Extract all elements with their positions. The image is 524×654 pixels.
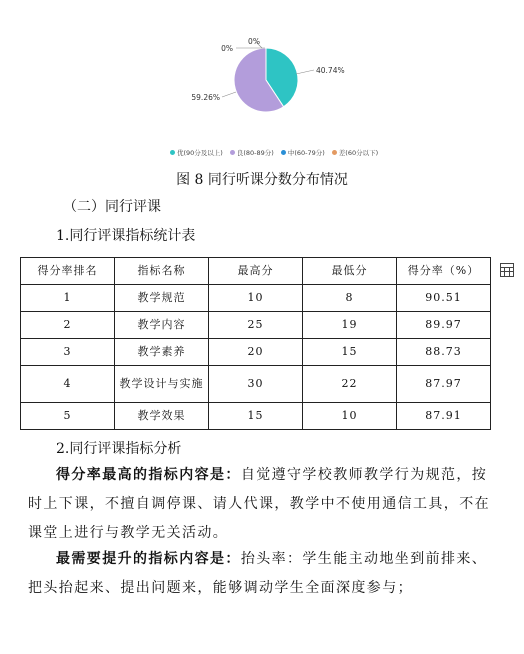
cell-min: 15 <box>303 339 397 366</box>
paragraph-improve <box>28 545 496 603</box>
legend-label: 优(90分及以上) <box>177 149 223 157</box>
table-row <box>21 339 491 366</box>
legend-item <box>170 148 223 157</box>
label-leader-line <box>296 70 314 74</box>
cell-max: 10 <box>209 285 303 312</box>
section-heading: （二）同行评课 <box>63 199 161 215</box>
cell-indicator: 教学素养 <box>115 339 209 366</box>
paragraph-highest-lead: 得分率最高的指标内容是： <box>56 467 241 483</box>
table-row <box>21 403 491 430</box>
slice-data-label: 40.74% <box>316 66 345 75</box>
cell-rate: 90.51 <box>397 285 491 312</box>
table-grid-icon[interactable] <box>499 262 515 278</box>
cell-max: 15 <box>209 403 303 430</box>
legend-swatch <box>332 150 337 155</box>
legend-label: 中(60-79分) <box>287 149 325 157</box>
slice-data-label: 0% <box>221 44 233 53</box>
label-leader-line <box>222 92 236 97</box>
figure-caption: 图 8 同行听课分数分布情况 <box>176 172 348 188</box>
analysis-heading: 2.同行评课指标分析 <box>56 441 182 457</box>
legend-item <box>281 148 325 157</box>
header-rate: 得分率（%） <box>397 258 491 285</box>
cell-rank: 4 <box>21 366 115 403</box>
cell-max: 30 <box>209 366 303 403</box>
cell-rank: 1 <box>21 285 115 312</box>
slice-data-label: 0% <box>248 37 260 46</box>
paragraph-highest-text: 自觉遵守学校教师教学行为规范，按时上下课，不擅自调停课、请人代课，教学中不使用通信工具，不在课堂上进行与教学无关活动。 <box>28 467 490 541</box>
cell-indicator: 教学效果 <box>115 403 209 430</box>
legend-label: 差(60分以下) <box>338 149 379 157</box>
cell-rate: 88.73 <box>397 339 491 366</box>
indicator-table <box>20 257 491 430</box>
cell-indicator: 教学内容 <box>115 312 209 339</box>
cell-min: 22 <box>303 366 397 403</box>
cell-min: 8 <box>303 285 397 312</box>
header-max: 最高分 <box>209 258 303 285</box>
header-min: 最低分 <box>303 258 397 285</box>
legend-swatch <box>281 150 286 155</box>
cell-min: 10 <box>303 403 397 430</box>
table-heading: 1.同行评课指标统计表 <box>56 228 196 244</box>
paragraph-improve-text: 抬头率：学生能主动地坐到前排来、把头抬起来、提出问题来，能够调动学生全面深度参与； <box>28 551 488 596</box>
table-row <box>21 366 491 403</box>
cell-max: 25 <box>209 312 303 339</box>
table-row <box>21 312 491 339</box>
pie-chart-svg <box>0 0 524 165</box>
cell-rank: 3 <box>21 339 115 366</box>
cell-indicator: 教学设计与实施 <box>115 366 209 403</box>
legend-swatch <box>230 150 235 155</box>
table-header-row <box>21 258 491 285</box>
cell-rate: 87.97 <box>397 366 491 403</box>
slice-data-label: 59.26% <box>191 93 220 102</box>
legend-item <box>332 148 378 157</box>
legend-swatch <box>170 150 175 155</box>
header-indicator: 指标名称 <box>115 258 209 285</box>
cell-indicator: 教学规范 <box>115 285 209 312</box>
table-row <box>21 285 491 312</box>
paragraph-highest <box>28 461 496 548</box>
cell-rank: 2 <box>21 312 115 339</box>
paragraph-improve-lead: 最需要提升的指标内容是： <box>56 551 241 567</box>
cell-min: 19 <box>303 312 397 339</box>
header-rank: 得分率排名 <box>21 258 115 285</box>
chart-legend <box>170 148 378 157</box>
cell-rate: 87.91 <box>397 403 491 430</box>
cell-rate: 89.97 <box>397 312 491 339</box>
pie-chart <box>0 0 524 165</box>
legend-item <box>230 148 274 157</box>
cell-max: 20 <box>209 339 303 366</box>
legend-label: 良(80-89分) <box>236 149 274 157</box>
cell-rank: 5 <box>21 403 115 430</box>
